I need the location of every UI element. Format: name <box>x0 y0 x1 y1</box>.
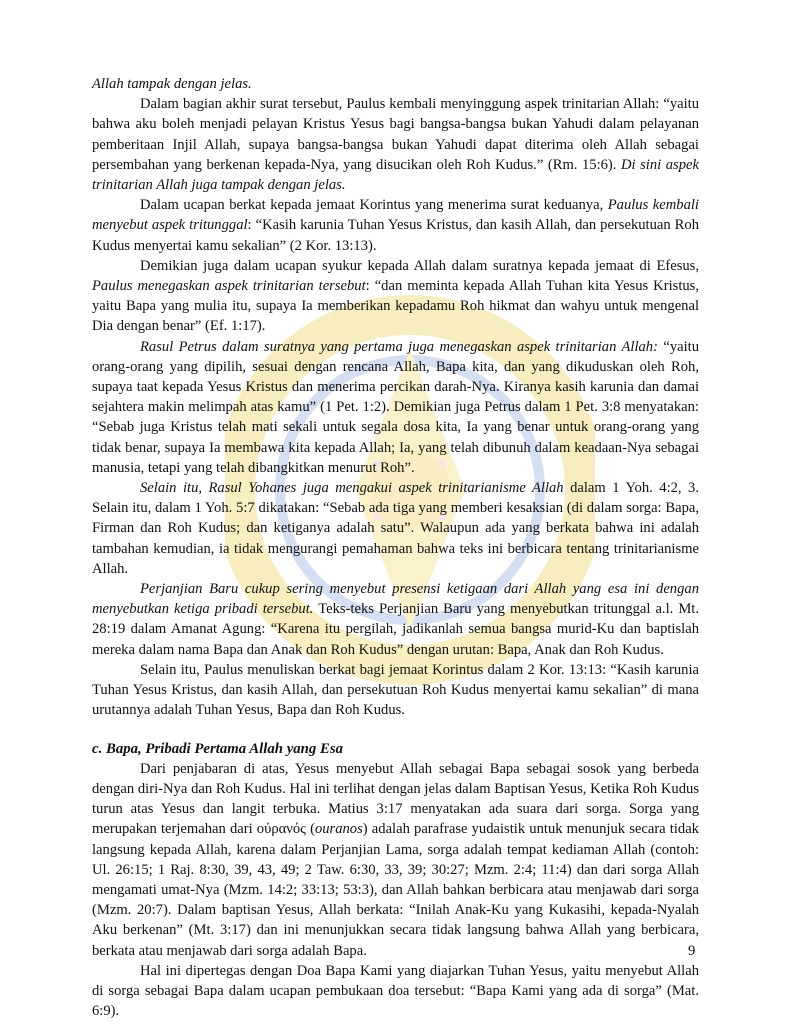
paragraph-5: Selain itu, Rasul Yohanes juga mengakui aspek trinitarianisme Allah dalam 1 Yoh. 4:2, 3. Selain itu, dalam 1 Yoh. 5:7 dikatakan: “Sebab ada tiga yang memberi kesaksian (di dalam sorga: Bapa, Firman dan Roh Kudus; dan ketiganya adalah satu”. Walaupun ada yang berkata bahwa ini adalah tambahan kemudian, ia tidak mengurangi pemahaman bahwa teks ini berbicara tentang trinitarianisme Allah. <box>92 480 700 577</box>
paragraph-4: Rasul Petrus dalam suratnya yang pertama juga menegaskan aspek trinitarian Allah: “yaitu orang-orang yang dipilih, sesuai dengan rencana Allah, Bapa kita, dan yang dikuduskan oleh Roh, supaya taat kepada Yesus Kristus dan menerima percikan darah-Nya. Kiranya kasih karunia dan damai sejahtera makin melimpah atas kamu” (1 Pet. 1:2). Demikian juga Petrus dalam 1 Pet. 3:8 menyatakan: “Sebab juga Kristus telah mati sekali untuk segala dosa kita, Ia yang benar untuk orang-orang yang tidak benar, supaya Ia membawa kita kepada Allah; Ia, yang telah dibunuh dalam keadaan-Nya sebagai manusia, tetapi yang telah dibangkitkan menurut Roh”. <box>92 338 699 476</box>
document-body <box>92 74 699 1021</box>
paragraph-1: Dalam bagian akhir surat tersebut, Paulus kembali menyinggung aspek trinitarian Allah: “yaitu bahwa aku boleh menjadi pelayan Kristus Yesus bagi bangsa-bangsa bukan Yahudi dalam pelayanan pemberitaan Injil Allah, supaya bangsa-bangsa bukan Yahudi dapat diterima oleh Allah sebagai persembahan yang berkenan kepada-Nya, yang disucikan oleh Roh Kudus.” (Rm. 15:6). Di sini aspek trinitarian Allah juga tampak dengan jelas. <box>92 96 699 194</box>
page-number: 9 <box>688 943 696 959</box>
paragraph-3: Demikian juga dalam ucapan syukur kepada Allah dalam suratnya kepada jemaat di Efesus, Paulus menegaskan aspek trinitarian tersebut: “dan meminta kepada Allah Tuhan kita Yesus Kristus, yaitu Bapa yang mulia itu, supaya Ia memberikan kepadamu Roh hikmat dan wahyu untuk mengenal Dia dengan benar” (Ef. 1:17). <box>92 257 699 335</box>
section-heading-c: c. Bapa, Pribadi Pertama Allah yang Esa <box>92 740 344 757</box>
paragraph-2: Dalam ucapan berkat kepada jemaat Korintus yang menerima surat keduanya, Paulus kembali menyebut aspek tritunggal: “Kasih karunia Tuhan Yesus Kristus, dan kasih Allah, dan persekutuan Roh Kudus menyertai kamu sekalian” (2 Kor. 13:13). <box>92 197 699 254</box>
paragraph-7: Selain itu, Paulus menuliskan berkat bagi jemaat Korintus dalam 2 Kor. 13:13: “Kasih karunia Tuhan Yesus Kristus, dan kasih Allah, dan persekutuan Roh Kudus menyertai kamu sekalian” di mana urutannya adalah Tuhan Yesus, Bapa dan Roh Kudus. <box>92 661 699 719</box>
paragraph-0: Allah tampak dengan jelas. <box>92 76 252 92</box>
paragraph-9: Hal ini dipertegas dengan Doa Bapa Kami yang diajarkan Tuhan Yesus, yaitu menyebut Allah di sorga sebagai Bapa dalam ucapan pembukaan doa tersebut: “Bapa Kami yang ada di sorga” (Mat. 6:9). <box>92 962 699 1020</box>
paragraph-8: Dari penjabaran di atas, Yesus menyebut Allah sebagai Bapa sebagai sosok yang berbeda dengan diri-Nya dan Roh Kudus. Hal ini terlihat dengan jelas dalam Baptisan Yesus, Ketika Roh Kudus turun atas Yesus dan langit terbuka. Matius 3:17 menyatakan ada suara dari sorga. Sorga yang merupakan terjemahan dari οὐρανός (ouranos) adalah parafrase yudaistik untuk menunjuk secara tidak langsung kepada Allah, karena dalam Perjanjian Lama, sorga adalah tempat kediaman Allah (contoh: Ul. 26:15; 1 Raj. 8:30, 39, 43, 49; 2 Taw. 6:30, 33, 39; 30:27; Mzm. 2:4; 11:4) dan dari sorga Allah mengamati umat-Nya (Mzm. 14:2; 33:13; 53:3), dan Allah bahkan berbicara atau menjawab dari sorga (Mzm. 20:7). Dalam baptisan Yesus, Allah berkata: “Inilah Anak-Ku yang Kukasihi, kepada-Nyalah Aku berkenan” (Mt. 3:17) dan ini menunjukkan secara tidak langsung bahwa Allah yang berbicara, berkata atau menjawab dari sorga adalah Bapa. <box>92 760 699 959</box>
paragraph-6: Perjanjian Baru cukup sering menyebut presensi ketigaan dari Allah yang esa ini dengan menyebutkan ketiga pribadi tersebut. Teks-teks Perjanjian Baru yang menyebutkan tritunggal a.l. Mt. 28:19 dalam Amanat Agung: “Karena itu pergilah, jadikanlah semua bangsa murid-Ku dan baptislah mereka dalam nama Bapa dan Anak dan Roh Kudus” dengan urutan: Bapa, Anak dan Roh Kudus. <box>92 581 699 658</box>
